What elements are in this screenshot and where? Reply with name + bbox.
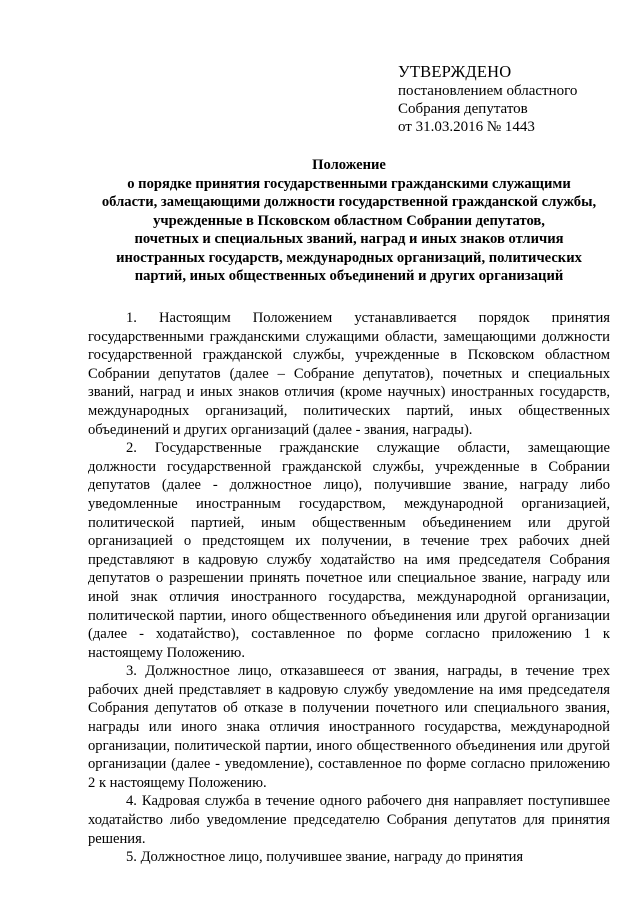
paragraph-5: 5. Должностное лицо, получившее звание, награду до принятия <box>126 849 524 866</box>
paragraph-4: 4. Кадровая служба в течение одного рабочего дня направляет поступившее ходатайство либо уведомление председателю Собрания депутатов для принятия решения. <box>88 793 610 847</box>
title-line: почетных и специальных званий, наград и иных знаков отличия <box>134 231 564 247</box>
paragraph-1: 1. Настоящим Положением устанавливается порядок принятия государственными гражданскими служащими области, замещающими должности государственной гражданской службы, учрежденные в Псковском областном Собрании депутатов (далее – Собрание депутатов), почетных и специальных званий, наград и иных знаков отличия (кроме научных) иностранных государств, международных организаций, политических партий, иных общественных объединений и других организаций (далее - звания, награды). <box>88 310 610 438</box>
title-line: области, замещающими должности государственной гражданской службы, <box>101 194 597 210</box>
document-body <box>88 309 610 867</box>
approval-heading: УТВЕРЖДЕНО <box>398 62 512 81</box>
approval-line: Собрания депутатов <box>398 101 528 117</box>
title-line: учрежденные в Псковском областном Собрании депутатов, <box>153 212 545 229</box>
paragraph-3: 3. Должностное лицо, отказавшееся от звания, награды, в течение трех рабочих дней представляет в кадровую службу уведомление на имя председателя Собрания депутатов об отказе в получении почетного или специального звания, награды или иного знака отличия иностранного государства, международной организации, политической партии, иного общественного объединения или другой организации (далее - уведомление), составленное по форме согласно приложению 2 к настоящему Положению. <box>88 663 610 791</box>
paragraph-2: 2. Государственные гражданские служащие области, замещающие должности государственной гражданской службы, учрежденные в Собрании депутатов (далее - должностное лицо), получившие звание, награду либо уведомленные иностранным государством, международной организацией, политической партией, иным общественным объединением или другой организацией о предстоящем их получении, в течение трех рабочих дней представляют в кадровую службу ходатайство на имя председателя Собрания депутатов о разрешении принять почетное или специальное звание, награду или иной знак отличия иностранного государства, международной организации, политической партии, иного общественного объединения или другой организации (далее - ходатайство), составленное по форме согласно приложению 1 к настоящему Положению. <box>88 440 610 661</box>
title-heading: Положение <box>312 157 386 173</box>
title-line: партий, иных общественных объединений и других организаций <box>134 268 564 284</box>
approval-block <box>398 62 577 136</box>
document-title <box>88 156 610 286</box>
approval-line: постановлением областного <box>398 83 578 99</box>
approval-line: от 31.03.2016 № 1443 <box>398 119 535 135</box>
title-line: о порядке принятия государственными гражданскими служащими <box>127 175 571 192</box>
title-line: иностранных государств, международных организаций, политических <box>116 249 582 266</box>
